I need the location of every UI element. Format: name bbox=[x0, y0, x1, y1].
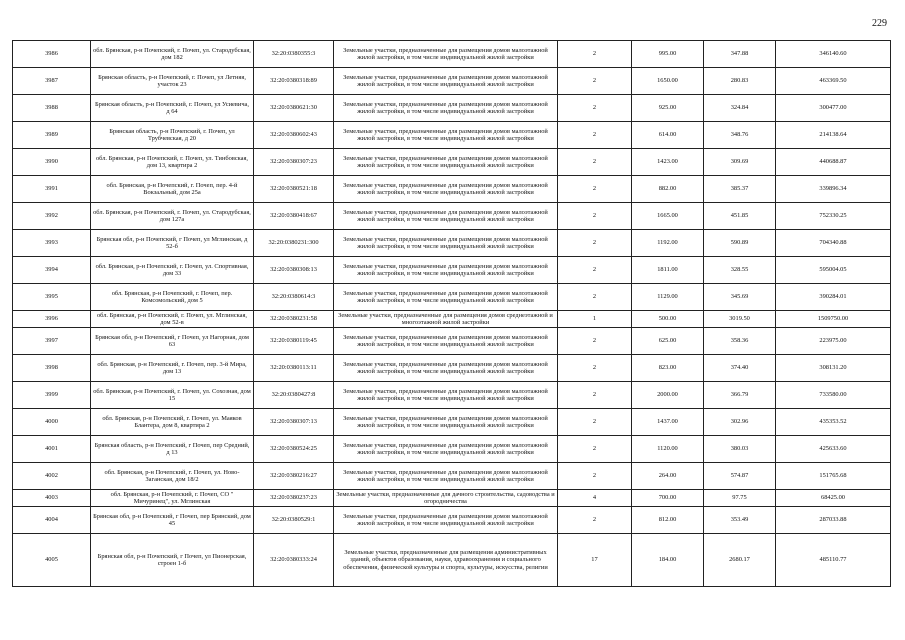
group-cell: 17 bbox=[558, 534, 632, 587]
cadastral-number-cell: 32:20:0380418:67 bbox=[254, 203, 334, 230]
row-number-cell: 3996 bbox=[13, 311, 91, 328]
area-cell: 1120.00 bbox=[632, 436, 704, 463]
cadastral-number-cell: 32:20:0380355:3 bbox=[254, 41, 334, 68]
cadastral-value-cell: 339896.34 bbox=[776, 176, 891, 203]
specific-value-cell: 385.37 bbox=[704, 176, 776, 203]
table-row bbox=[13, 409, 891, 436]
row-number-cell: 3995 bbox=[13, 284, 91, 311]
group-cell: 1 bbox=[558, 311, 632, 328]
land-purpose-cell: Земельные участки, предназначенные для размещения домов малоэтажной жилой застройки, в том числе индивидуальной жилой застройки bbox=[334, 382, 558, 409]
group-cell: 2 bbox=[558, 41, 632, 68]
group-cell: 2 bbox=[558, 507, 632, 534]
specific-value-cell: 358.36 bbox=[704, 328, 776, 355]
land-purpose-cell: Земельные участки, предназначенные для размещения домов среднеэтажной и многоэтажной жилой застройки bbox=[334, 311, 558, 328]
row-number-cell: 3998 bbox=[13, 355, 91, 382]
cadastral-number-cell: 32:20:0380521:18 bbox=[254, 176, 334, 203]
row-number-cell: 3987 bbox=[13, 68, 91, 95]
specific-value-cell: 347.88 bbox=[704, 41, 776, 68]
address-cell: обл. Брянская, р-н Почепский, г. Почеп, пер. 3-й Мира, дом 13 bbox=[91, 355, 254, 382]
table-row bbox=[13, 463, 891, 490]
group-cell: 2 bbox=[558, 68, 632, 95]
address-cell: обл. Брянская, р-н Почепский, г. Почеп, ул. Ново-Заганская, дом 18/2 bbox=[91, 463, 254, 490]
table-row bbox=[13, 176, 891, 203]
area-cell: 1437.00 bbox=[632, 409, 704, 436]
table-row bbox=[13, 284, 891, 311]
cadastral-value-cell: 733580.00 bbox=[776, 382, 891, 409]
area-cell: 614.00 bbox=[632, 122, 704, 149]
row-number-cell: 3988 bbox=[13, 95, 91, 122]
cadastral-value-cell: 485110.77 bbox=[776, 534, 891, 587]
cadastral-value-cell: 68425.00 bbox=[776, 490, 891, 507]
group-cell: 2 bbox=[558, 95, 632, 122]
table-row bbox=[13, 95, 891, 122]
cadastral-value-cell: 390284.01 bbox=[776, 284, 891, 311]
cadastral-number-cell: 32:20:0380427:8 bbox=[254, 382, 334, 409]
cadastral-value-cell: 300477.00 bbox=[776, 95, 891, 122]
table-row bbox=[13, 436, 891, 463]
table-row bbox=[13, 355, 891, 382]
cadastral-number-cell: 32:20:0380318:89 bbox=[254, 68, 334, 95]
table-row bbox=[13, 122, 891, 149]
table-row bbox=[13, 257, 891, 284]
specific-value-cell: 348.76 bbox=[704, 122, 776, 149]
cadastral-value-cell: 214138.64 bbox=[776, 122, 891, 149]
cadastral-value-cell: 346140.60 bbox=[776, 41, 891, 68]
address-cell: обл. Брянская, р-н Почепский, г. Почеп, пер. Комсомольский, дом 5 bbox=[91, 284, 254, 311]
cadastral-value-cell: 595004.05 bbox=[776, 257, 891, 284]
address-cell: обл. Брянская, р-н Почепский, г. Почеп, ул. Мглинская, дом 52-в bbox=[91, 311, 254, 328]
cadastral-value-cell: 425633.60 bbox=[776, 436, 891, 463]
cadastral-value-cell: 308131.20 bbox=[776, 355, 891, 382]
row-number-cell: 4000 bbox=[13, 409, 91, 436]
area-cell: 1129.00 bbox=[632, 284, 704, 311]
row-number-cell: 3997 bbox=[13, 328, 91, 355]
row-number-cell: 4005 bbox=[13, 534, 91, 587]
specific-value-cell: 451.85 bbox=[704, 203, 776, 230]
group-cell: 2 bbox=[558, 355, 632, 382]
area-cell: 925.00 bbox=[632, 95, 704, 122]
area-cell: 264.00 bbox=[632, 463, 704, 490]
specific-value-cell: 328.55 bbox=[704, 257, 776, 284]
table-body bbox=[13, 41, 891, 587]
address-cell: Брянская обл, р-н Почепский, г Почеп, ул Мглинская, д 52-б bbox=[91, 230, 254, 257]
land-purpose-cell: Земельные участки, предназначенные для размещения домов малоэтажной жилой застройки, в том числе индивидуальной жилой застройки bbox=[334, 176, 558, 203]
row-number-cell: 4002 bbox=[13, 463, 91, 490]
address-cell: обл. Брянская, р-н Почепский, г. Почеп, ул. Стародубская, дом 127а bbox=[91, 203, 254, 230]
cadastral-number-cell: 32:20:0380308:13 bbox=[254, 257, 334, 284]
row-number-cell: 3992 bbox=[13, 203, 91, 230]
land-registry-table bbox=[12, 40, 891, 587]
cadastral-number-cell: 32:20:0380524:25 bbox=[254, 436, 334, 463]
table-row bbox=[13, 490, 891, 507]
land-purpose-cell: Земельные участки, предназначенные для размещения административных зданий, объектов образования, науки, здравоохранения и социального обеспечения, физической культуры и спорта, культуры, искусства, религии bbox=[334, 534, 558, 587]
cadastral-value-cell: 1509750.00 bbox=[776, 311, 891, 328]
area-cell: 882.00 bbox=[632, 176, 704, 203]
area-cell: 1423.00 bbox=[632, 149, 704, 176]
row-number-cell: 3999 bbox=[13, 382, 91, 409]
cadastral-number-cell: 32:20:0380231:300 bbox=[254, 230, 334, 257]
row-number-cell: 3986 bbox=[13, 41, 91, 68]
table-row bbox=[13, 382, 891, 409]
row-number-cell: 4004 bbox=[13, 507, 91, 534]
land-purpose-cell: Земельные участки, предназначенные для размещения домов малоэтажной жилой застройки, в том числе индивидуальной жилой застройки bbox=[334, 463, 558, 490]
cadastral-value-cell: 223975.00 bbox=[776, 328, 891, 355]
address-cell: Брянская обл, р-н Почепский, г Почеп, пер Брянский, дом 45 bbox=[91, 507, 254, 534]
cadastral-value-cell: 704340.88 bbox=[776, 230, 891, 257]
address-cell: обл. Брянская, р-н Почепский, г. Почеп, ул. Стародубская, дом 182 bbox=[91, 41, 254, 68]
specific-value-cell: 302.96 bbox=[704, 409, 776, 436]
address-cell: обл. Брянская, р-н Почепский, г. Почеп, ул. Сохозная, дом 15 bbox=[91, 382, 254, 409]
group-cell: 2 bbox=[558, 176, 632, 203]
land-purpose-cell: Земельные участки, предназначенные для размещения домов малоэтажной жилой застройки, в том числе индивидуальной жилой застройки bbox=[334, 355, 558, 382]
table-row bbox=[13, 230, 891, 257]
group-cell: 2 bbox=[558, 257, 632, 284]
table-row bbox=[13, 41, 891, 68]
address-cell: обл. Брянская, р-н Почепский, г. Почеп, СО " Мичуринец", ул. Мглинская bbox=[91, 490, 254, 507]
group-cell: 2 bbox=[558, 328, 632, 355]
cadastral-number-cell: 32:20:0380307:13 bbox=[254, 409, 334, 436]
cadastral-value-cell: 151765.68 bbox=[776, 463, 891, 490]
cadastral-value-cell: 752330.25 bbox=[776, 203, 891, 230]
area-cell: 1650.00 bbox=[632, 68, 704, 95]
area-cell: 184.00 bbox=[632, 534, 704, 587]
area-cell: 625.00 bbox=[632, 328, 704, 355]
cadastral-number-cell: 32:20:0380231:58 bbox=[254, 311, 334, 328]
area-cell: 995.00 bbox=[632, 41, 704, 68]
specific-value-cell: 353.49 bbox=[704, 507, 776, 534]
address-cell: обл. Брянская, р-н Почепский, г. Почеп, ул. Тинбовская, дом 13, квартира 2 bbox=[91, 149, 254, 176]
row-number-cell: 4001 bbox=[13, 436, 91, 463]
specific-value-cell: 380.03 bbox=[704, 436, 776, 463]
cadastral-number-cell: 32:20:0380119:45 bbox=[254, 328, 334, 355]
table-row bbox=[13, 507, 891, 534]
table-row bbox=[13, 203, 891, 230]
address-cell: обл. Брянская, р-н Почепский, г. Почеп, пер. 4-й Вокзальный, дом 25а bbox=[91, 176, 254, 203]
land-purpose-cell: Земельные участки, предназначенные для размещения домов малоэтажной жилой застройки, в том числе индивидуальной жилой застройки bbox=[334, 230, 558, 257]
specific-value-cell: 345.69 bbox=[704, 284, 776, 311]
address-cell: Брянская обл, р-н Почепский, г Почеп, ул Нагорная, дом 63 bbox=[91, 328, 254, 355]
group-cell: 2 bbox=[558, 230, 632, 257]
land-purpose-cell: Земельные участки, предназначенные для размещения домов малоэтажной жилой застройки, в том числе индивидуальной жилой застройки bbox=[334, 284, 558, 311]
address-cell: Брянская область, р-н Почепский, г. Почеп, ул Трубчевская, д 20 bbox=[91, 122, 254, 149]
cadastral-value-cell: 440688.87 bbox=[776, 149, 891, 176]
area-cell: 1192.00 bbox=[632, 230, 704, 257]
cadastral-number-cell: 32:20:0380614:3 bbox=[254, 284, 334, 311]
row-number-cell: 3993 bbox=[13, 230, 91, 257]
specific-value-cell: 3019.50 bbox=[704, 311, 776, 328]
row-number-cell: 3990 bbox=[13, 149, 91, 176]
land-purpose-cell: Земельные участки, предназначенные для размещения домов малоэтажной жилой застройки, в том числе индивидуальной жилой застройки bbox=[334, 328, 558, 355]
table-row bbox=[13, 534, 891, 587]
land-purpose-cell: Земельные участки, предназначенные для размещения домов малоэтажной жилой застройки, в том числе индивидуальной жилой застройки bbox=[334, 95, 558, 122]
row-number-cell: 4003 bbox=[13, 490, 91, 507]
cadastral-number-cell: 32:20:0380216:27 bbox=[254, 463, 334, 490]
cadastral-number-cell: 32:20:0380237:23 bbox=[254, 490, 334, 507]
area-cell: 2000.00 bbox=[632, 382, 704, 409]
cadastral-number-cell: 32:20:0380602:43 bbox=[254, 122, 334, 149]
area-cell: 1665.00 bbox=[632, 203, 704, 230]
land-purpose-cell: Земельные участки, предназначенные для размещения домов малоэтажной жилой застройки, в том числе индивидуальной жилой застройки bbox=[334, 507, 558, 534]
specific-value-cell: 309.69 bbox=[704, 149, 776, 176]
land-purpose-cell: Земельные участки, предназначенные для размещения домов малоэтажной жилой застройки, в том числе индивидуальной жилой застройки bbox=[334, 68, 558, 95]
group-cell: 2 bbox=[558, 203, 632, 230]
specific-value-cell: 324.84 bbox=[704, 95, 776, 122]
land-purpose-cell: Земельные участки, предназначенные для размещения домов малоэтажной жилой застройки, в том числе индивидуальной жилой застройки bbox=[334, 436, 558, 463]
area-cell: 500.00 bbox=[632, 311, 704, 328]
cadastral-number-cell: 32:20:0380529:1 bbox=[254, 507, 334, 534]
land-purpose-cell: Земельные участки, предназначенные для размещения домов малоэтажной жилой застройки, в том числе индивидуальной жилой застройки bbox=[334, 41, 558, 68]
specific-value-cell: 97.75 bbox=[704, 490, 776, 507]
address-cell: Брянская область, р-н Почепский, г Почеп, пер Средний, д 13 bbox=[91, 436, 254, 463]
land-purpose-cell: Земельные участки, предназначенные для размещения домов малоэтажной жилой застройки, в том числе индивидуальной жилой застройки bbox=[334, 122, 558, 149]
area-cell: 1811.00 bbox=[632, 257, 704, 284]
land-purpose-cell: Земельные участки, предназначенные для размещения домов малоэтажной жилой застройки, в том числе индивидуальной жилой застройки bbox=[334, 409, 558, 436]
table-row bbox=[13, 68, 891, 95]
group-cell: 2 bbox=[558, 409, 632, 436]
area-cell: 700.00 bbox=[632, 490, 704, 507]
cadastral-value-cell: 463369.50 bbox=[776, 68, 891, 95]
group-cell: 2 bbox=[558, 436, 632, 463]
land-purpose-cell: Земельные участки, предназначенные для дачного строительства, садоводства и огородничества bbox=[334, 490, 558, 507]
group-cell: 2 bbox=[558, 463, 632, 490]
row-number-cell: 3994 bbox=[13, 257, 91, 284]
land-purpose-cell: Земельные участки, предназначенные для размещения домов малоэтажной жилой застройки, в том числе индивидуальной жилой застройки bbox=[334, 203, 558, 230]
page-number: 229 bbox=[872, 18, 887, 29]
specific-value-cell: 574.87 bbox=[704, 463, 776, 490]
specific-value-cell: 366.79 bbox=[704, 382, 776, 409]
address-cell: обл. Брянская, р-н Почепский, г. Почеп, ул. Спортивная, дом 33 bbox=[91, 257, 254, 284]
cadastral-number-cell: 32:20:0380621:30 bbox=[254, 95, 334, 122]
address-cell: Брянская область, р-н Почепский, г. Почеп, ул Летняя, участок 23 bbox=[91, 68, 254, 95]
cadastral-value-cell: 435353.52 bbox=[776, 409, 891, 436]
row-number-cell: 3991 bbox=[13, 176, 91, 203]
cadastral-number-cell: 32:20:0380333:24 bbox=[254, 534, 334, 587]
table-row bbox=[13, 149, 891, 176]
area-cell: 823.00 bbox=[632, 355, 704, 382]
land-purpose-cell: Земельные участки, предназначенные для размещения домов малоэтажной жилой застройки, в том числе индивидуальной жилой застройки bbox=[334, 149, 558, 176]
specific-value-cell: 2680.17 bbox=[704, 534, 776, 587]
address-cell: Брянская обл, р-н Почепский, г Почеп, ул Пионерская, строен 1-б bbox=[91, 534, 254, 587]
group-cell: 4 bbox=[558, 490, 632, 507]
table-row bbox=[13, 311, 891, 328]
address-cell: обл. Брянская, р-н Почепский, г. Почеп, ул. Маяков Блантера, дом 8, квартира 2 bbox=[91, 409, 254, 436]
cadastral-value-cell: 287033.88 bbox=[776, 507, 891, 534]
specific-value-cell: 590.89 bbox=[704, 230, 776, 257]
group-cell: 2 bbox=[558, 382, 632, 409]
row-number-cell: 3989 bbox=[13, 122, 91, 149]
land-purpose-cell: Земельные участки, предназначенные для размещения домов малоэтажной жилой застройки, в том числе индивидуальной жилой застройки bbox=[334, 257, 558, 284]
specific-value-cell: 374.40 bbox=[704, 355, 776, 382]
table-row bbox=[13, 328, 891, 355]
group-cell: 2 bbox=[558, 122, 632, 149]
cadastral-number-cell: 32:20:0380113:11 bbox=[254, 355, 334, 382]
specific-value-cell: 280.83 bbox=[704, 68, 776, 95]
group-cell: 2 bbox=[558, 149, 632, 176]
group-cell: 2 bbox=[558, 284, 632, 311]
area-cell: 812.00 bbox=[632, 507, 704, 534]
cadastral-number-cell: 32:20:0380307:23 bbox=[254, 149, 334, 176]
address-cell: Брянская область, р-н Почепский, г. Почеп, ул Усиевича, д 64 bbox=[91, 95, 254, 122]
